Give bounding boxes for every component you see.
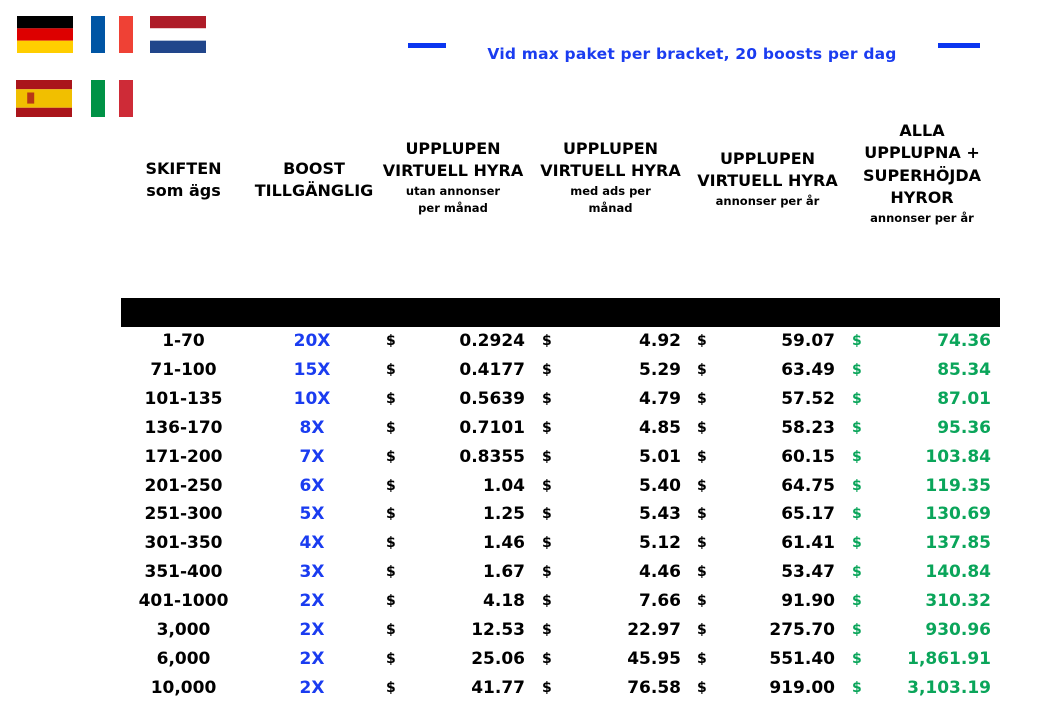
dollar-sign: $ (542, 361, 552, 378)
header-monthly-ads (533, 138, 688, 217)
yearly-ads-cell: 60.15 (781, 446, 835, 467)
header-monthly-no-ads (378, 138, 528, 217)
monthly-ads-cell: 45.95 (627, 648, 681, 669)
header-sub: annonser per år (715, 193, 820, 208)
monthly-ads-cell: 22.97 (627, 620, 681, 640)
total-cell: 930.96 (925, 620, 991, 640)
header-line: ALLA (899, 121, 945, 140)
table-row (0, 327, 1040, 355)
monthly-ads-cell: 5.40 (639, 475, 681, 496)
dollar-sign: $ (697, 593, 707, 610)
yearly-ads-cell: 64.75 (781, 475, 835, 496)
shifts-cell: 351-400 (144, 562, 223, 583)
table-row (0, 385, 1040, 413)
dollar-sign: $ (697, 650, 707, 667)
header-sub: månad (588, 201, 633, 216)
yearly-ads-cell: 63.49 (781, 359, 835, 380)
shifts-cell: 101-135 (144, 388, 223, 409)
table-row (0, 500, 1040, 528)
shifts-cell: 201-250 (144, 475, 223, 496)
yearly-ads-cell: 61.41 (781, 533, 835, 554)
monthly-no-ads-cell: 12.53 (471, 620, 525, 640)
banner-line-left (408, 43, 446, 48)
total-cell: 85.34 (937, 359, 991, 380)
header-sub: med ads per (570, 183, 651, 198)
table-row (0, 472, 1040, 500)
monthly-no-ads-cell: 1.25 (483, 504, 525, 525)
monthly-no-ads-cell: 41.77 (471, 677, 525, 698)
table-row (0, 616, 1040, 644)
header-line: VIRTUELL HYRA (382, 161, 524, 181)
yearly-ads-cell: 919.00 (769, 677, 835, 698)
dollar-sign: $ (386, 390, 396, 407)
monthly-no-ads-cell: 0.4177 (459, 359, 525, 380)
shifts-cell: 1-70 (162, 331, 205, 351)
dollar-sign: $ (852, 448, 862, 465)
dollar-sign: $ (697, 448, 707, 465)
header-line: SUPERHÖJDA (862, 165, 982, 185)
boost-cell: 20X (293, 331, 331, 351)
dollar-sign: $ (852, 564, 862, 581)
yearly-ads-cell: 57.52 (781, 388, 835, 409)
header-line: UPPLUPEN (562, 139, 659, 158)
italy-flag-icon[interactable] (91, 80, 133, 117)
monthly-ads-cell: 4.46 (639, 562, 681, 583)
dollar-sign: $ (697, 333, 707, 349)
monthly-ads-cell: 76.58 (627, 677, 681, 698)
boost-cell: 5X (299, 504, 325, 525)
boost-cell: 7X (299, 446, 325, 467)
monthly-no-ads-cell: 25.06 (471, 648, 525, 669)
dollar-sign: $ (697, 506, 707, 523)
monthly-no-ads-cell: 0.8355 (459, 446, 525, 467)
dollar-sign: $ (852, 390, 862, 407)
germany-flag-icon[interactable] (17, 16, 73, 53)
boost-cell: 2X (299, 591, 325, 612)
dollar-sign: $ (542, 448, 552, 465)
banner (408, 41, 980, 71)
boost-cell: 2X (299, 648, 325, 669)
total-cell: 119.35 (925, 475, 991, 496)
total-cell: 3,103.19 (907, 677, 991, 698)
total-cell: 103.84 (925, 446, 991, 467)
boost-cell: 10X (293, 388, 331, 409)
table-row (0, 558, 1040, 586)
header-line: UPPLUPNA + (864, 143, 980, 163)
dollar-sign: $ (697, 564, 707, 581)
monthly-ads-cell: 5.12 (639, 533, 681, 554)
dollar-sign: $ (386, 448, 396, 465)
dollar-sign: $ (386, 535, 396, 552)
dollar-sign: $ (386, 506, 396, 523)
boost-cell: 6X (299, 475, 325, 496)
dollar-sign: $ (852, 506, 862, 523)
dollar-sign: $ (386, 477, 396, 494)
dollar-sign: $ (852, 622, 862, 638)
header-line: UPPLUPEN (405, 139, 501, 158)
header-line: som ägs (146, 181, 221, 201)
header-boost-available (250, 158, 378, 203)
header-line: SKIFTEN (145, 159, 222, 178)
header-line: TILLGÄNGLIG (254, 181, 374, 201)
dollar-sign: $ (852, 535, 862, 552)
shifts-cell: 401-1000 (138, 591, 229, 612)
yearly-ads-cell: 275.70 (769, 620, 835, 640)
dollar-sign: $ (386, 622, 396, 638)
dollar-sign: $ (542, 419, 552, 436)
shifts-cell: 251-300 (144, 504, 223, 525)
dollar-sign: $ (697, 390, 707, 407)
monthly-ads-cell: 5.43 (639, 504, 681, 525)
table-row (0, 674, 1040, 702)
shifts-cell: 171-200 (144, 446, 223, 467)
table-row (0, 414, 1040, 442)
monthly-no-ads-cell: 0.2924 (459, 331, 525, 351)
dollar-sign: $ (386, 361, 396, 378)
header-sub: annonser per år (870, 210, 974, 225)
shifts-cell: 6,000 (156, 648, 211, 669)
total-cell: 310.32 (925, 591, 991, 612)
table-row (0, 587, 1040, 615)
monthly-no-ads-cell: 4.18 (483, 591, 525, 612)
dollar-sign: $ (542, 564, 552, 581)
table-row (0, 356, 1040, 384)
table-row (0, 645, 1040, 673)
dollar-sign: $ (386, 679, 396, 696)
header-line: VIRTUELL HYRA (697, 171, 838, 191)
total-cell: 137.85 (925, 533, 991, 554)
dollar-sign: $ (542, 390, 552, 407)
dollar-sign: $ (542, 650, 552, 667)
dollar-sign: $ (697, 679, 707, 696)
header-line: HYROR (890, 188, 954, 208)
monthly-no-ads-cell: 0.5639 (459, 388, 525, 409)
yearly-ads-cell: 91.90 (781, 591, 835, 612)
boost-cell: 8X (299, 417, 325, 438)
dollar-sign: $ (542, 622, 552, 638)
table-row (0, 443, 1040, 471)
dollar-sign: $ (542, 333, 552, 349)
shifts-cell: 3,000 (156, 620, 211, 640)
total-cell: 95.36 (937, 417, 991, 438)
yearly-ads-cell: 58.23 (781, 417, 835, 438)
dollar-sign: $ (386, 419, 396, 436)
table-row (0, 529, 1040, 557)
dollar-sign: $ (386, 650, 396, 667)
header-line: BOOST (283, 159, 345, 178)
total-cell: 1,861.91 (907, 648, 991, 669)
dollar-sign: $ (386, 593, 396, 610)
boost-cell: 3X (299, 562, 325, 583)
yearly-ads-cell: 53.47 (781, 562, 835, 583)
dollar-sign: $ (852, 361, 862, 378)
dollar-sign: $ (386, 333, 396, 349)
header-line: VIRTUELL HYRA (540, 161, 681, 181)
yearly-ads-cell: 551.40 (769, 648, 835, 669)
total-cell: 74.36 (937, 331, 991, 351)
monthly-no-ads-cell: 1.46 (483, 533, 525, 554)
shifts-cell: 136-170 (144, 417, 223, 438)
monthly-no-ads-cell: 0.7101 (459, 417, 525, 438)
header-divider-bar (121, 298, 1000, 327)
header-shifts-owned (121, 158, 246, 203)
dollar-sign: $ (542, 679, 552, 696)
dollar-sign: $ (852, 419, 862, 436)
total-cell: 130.69 (925, 504, 991, 525)
dollar-sign: $ (542, 506, 552, 523)
monthly-ads-cell: 7.66 (639, 591, 681, 612)
monthly-ads-cell: 4.85 (639, 417, 681, 438)
yearly-ads-cell: 65.17 (781, 504, 835, 525)
monthly-ads-cell: 5.29 (639, 359, 681, 380)
monthly-ads-cell: 4.79 (639, 388, 681, 409)
dollar-sign: $ (697, 477, 707, 494)
dollar-sign: $ (542, 593, 552, 610)
shifts-cell: 301-350 (144, 533, 223, 554)
dollar-sign: $ (852, 679, 862, 696)
monthly-no-ads-cell: 1.67 (483, 562, 525, 583)
shifts-cell: 71-100 (150, 359, 217, 380)
netherlands-flag-icon[interactable] (150, 16, 206, 53)
dollar-sign: $ (386, 564, 396, 581)
boost-cell: 2X (299, 677, 325, 698)
dollar-sign: $ (697, 419, 707, 436)
boost-cell: 15X (293, 359, 331, 380)
boost-cell: 4X (299, 533, 325, 554)
spain-flag-icon[interactable] (16, 80, 72, 117)
dollar-sign: $ (697, 361, 707, 378)
monthly-ads-cell: 4.92 (639, 331, 681, 351)
dollar-sign: $ (852, 650, 862, 667)
banner-title: Vid max paket per bracket, 20 boosts per dag (487, 45, 897, 63)
france-flag-icon[interactable] (91, 16, 133, 53)
banner-line-right (938, 43, 980, 48)
boost-cell: 2X (299, 620, 325, 640)
dollar-sign: $ (697, 535, 707, 552)
monthly-no-ads-cell: 1.04 (483, 475, 525, 496)
header-sub: per månad (418, 201, 488, 216)
total-cell: 140.84 (925, 562, 991, 583)
total-cell: 87.01 (937, 388, 991, 409)
monthly-ads-cell: 5.01 (639, 446, 681, 467)
header-sub: utan annonser (405, 183, 501, 198)
header-yearly-ads (690, 148, 845, 210)
dollar-sign: $ (852, 477, 862, 494)
shifts-cell: 10,000 (150, 677, 217, 698)
dollar-sign: $ (852, 593, 862, 610)
dollar-sign: $ (852, 333, 862, 349)
dollar-sign: $ (542, 535, 552, 552)
yearly-ads-cell: 59.07 (781, 331, 835, 351)
dollar-sign: $ (697, 622, 707, 638)
header-line: UPPLUPEN (719, 149, 816, 168)
header-total (847, 120, 997, 227)
dollar-sign: $ (542, 477, 552, 494)
